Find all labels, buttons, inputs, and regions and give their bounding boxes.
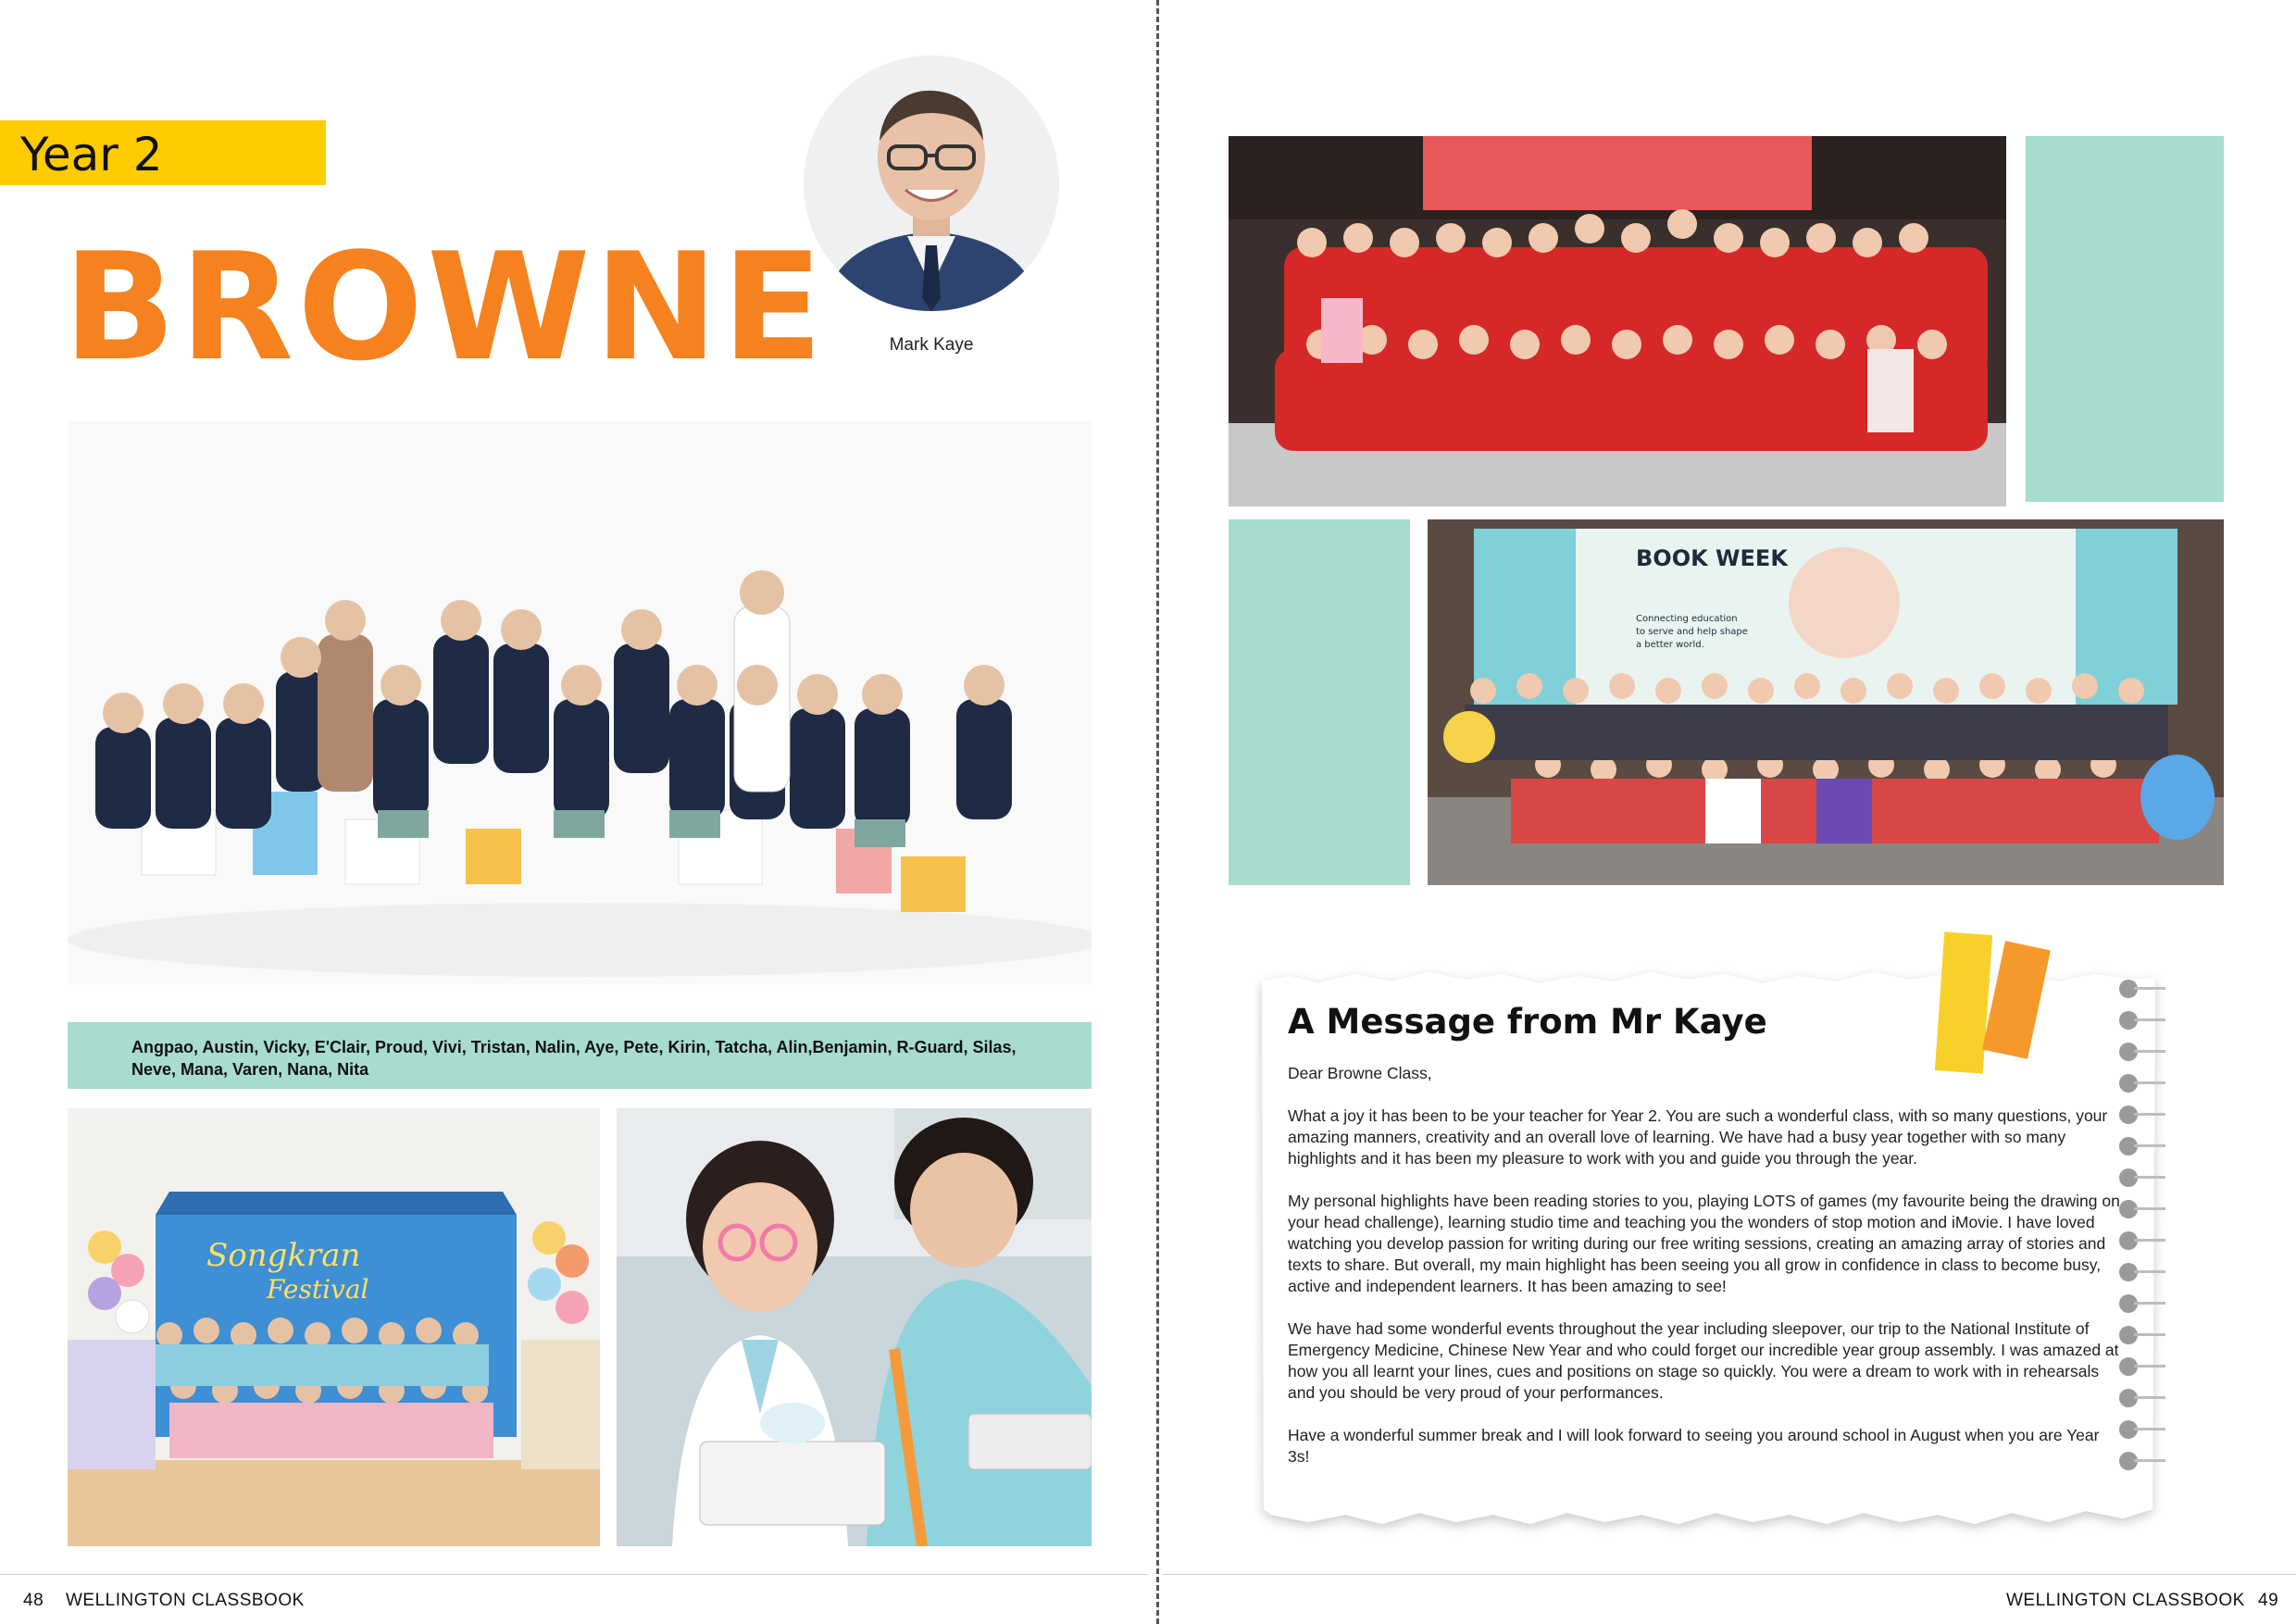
message-title: A Message from Mr Kaye (1288, 1002, 1767, 1042)
message-greeting: Dear Browne Class, (1288, 1064, 1432, 1082)
songkran-banner-line1: Songkran (206, 1237, 361, 1274)
left-page-number: 48 (23, 1591, 44, 1610)
right-page-number: 49 (2258, 1591, 2279, 1610)
classroom-photo (617, 1108, 1092, 1546)
chinese-new-year-photo-image (1229, 136, 2006, 506)
book-week-photo-image (1428, 519, 2224, 885)
book-week-slogan-line2: to serve and help shape (1636, 627, 1748, 637)
message-paragraph-3: We have had some wonderful events throughout the year including sleepover, our trip to the National Institute of Emergency Medicine, Chinese New Year and who could forget our incredible year group assembly. I was amazed at how you all learnt your lines, cues and positions on stage so quickly. You were a dream to work with in rehearsals and you should be very proud of your performances. (1288, 1319, 2119, 1402)
message-closing: Have a wonderful summer break and I will look forward to seeing you around school in August when you are Year 3s! (1288, 1426, 2100, 1466)
songkran-photo (68, 1108, 600, 1546)
songkran-photo-image (68, 1108, 600, 1546)
page-gutter (1156, 0, 1159, 1624)
right-footer-title: WELLINGTON CLASSBOOK (2006, 1591, 2245, 1610)
left-footer-rule (0, 1574, 1148, 1575)
message-body (1288, 1063, 2121, 1489)
songkran-banner-line2: Festival (267, 1274, 369, 1305)
message-paragraph-1: What a joy it has been to be your teacher for Year 2. You are such a wonderful class, with so many questions, your amazing manners, creativity and an overall love of learning. We have had a busy year together with so many highlights and it has been my pleasure to work with you and guide you through the year. (1288, 1106, 2108, 1168)
book-week-slogan-line1: Connecting education (1636, 614, 1738, 624)
teacher-name: Mark Kaye (889, 335, 974, 355)
chinese-new-year-photo (1229, 136, 2006, 506)
message-note (1253, 963, 2169, 1537)
book-week-slogan-line3: a better world. (1636, 640, 1704, 650)
book-week-banner: BOOK WEEK (1636, 545, 1788, 571)
right-footer-rule (1162, 1574, 2296, 1575)
year-label: Year 2 (20, 128, 163, 181)
student-names-bar (68, 1022, 1092, 1089)
book-week-photo (1428, 519, 2224, 885)
class-name-heading: BROWNE (63, 220, 827, 394)
teacher-portrait-image (804, 56, 1059, 311)
classroom-photo-image (617, 1108, 1092, 1546)
teacher-portrait (804, 56, 1059, 311)
class-photo-image (68, 421, 1092, 984)
student-names: Angpao, Austin, Vicky, E'Clair, Proud, Vivi, Tristan, Nalin, Aye, Pete, Kirin, Tatcha, Alin,Benjamin, R-Guard, Silas, Neve, Mana, Varen, Nana, Nita (131, 1038, 1017, 1079)
year-tag (0, 120, 326, 185)
message-paragraph-2: My personal highlights have been reading stories to you, playing LOTS of games (my favourite being the drawing on your head challenge), learning studio time and teaching you the wonders of stop motion and iMovie. I have loved watching you develop passion for writing during our free writing sessions, creating an amazing array of stories and texts to share. But overall, my main highlight has been seeing you all grow in confidence in class to become busy, active and independent learners. It has been amazing to see! (1288, 1192, 2120, 1295)
mint-block-top (2026, 136, 2224, 502)
yellow-tape (1935, 931, 1992, 1073)
mint-block-middle (1229, 519, 1410, 885)
left-footer-title: WELLINGTON CLASSBOOK (66, 1591, 305, 1610)
class-photo (68, 421, 1092, 984)
